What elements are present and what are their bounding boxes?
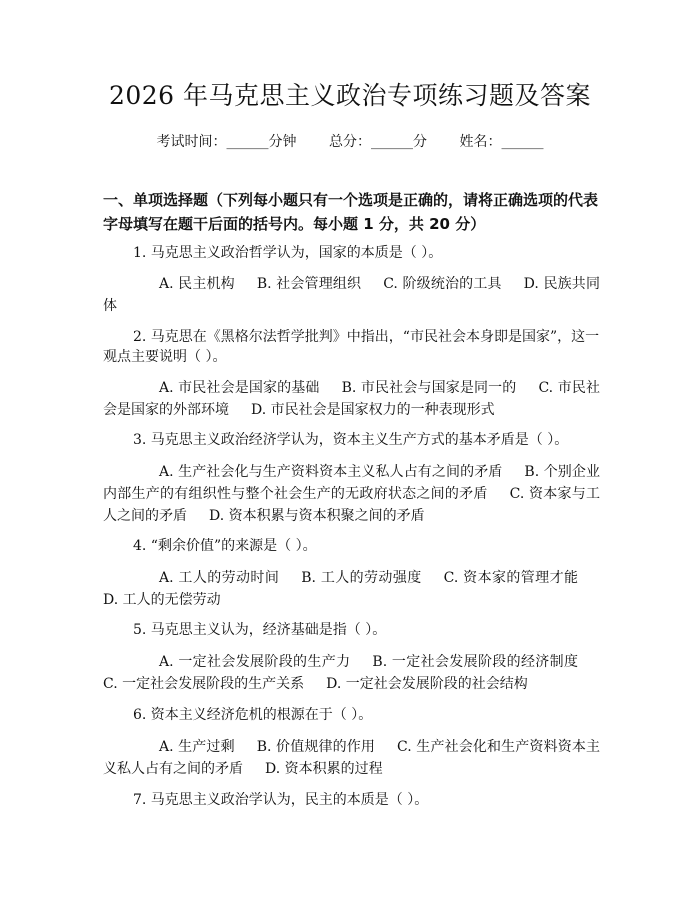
exam-time: 考试时间：______分钟 bbox=[156, 134, 297, 150]
option: C. 阶级统治的工具 bbox=[383, 276, 502, 292]
option: B. 价值规律的作用 bbox=[256, 739, 376, 755]
option: B. 市民社会与国家是同一的 bbox=[341, 380, 517, 396]
option: D. 资本积累与资本积聚之间的矛盾 bbox=[209, 508, 425, 524]
option: B. 社会管理组织 bbox=[256, 276, 362, 292]
option: D. 一定社会发展阶段的社会结构 bbox=[326, 676, 528, 692]
question-stem: 7. 马克思主义政治学认为，民主的本质是（ ）。 bbox=[133, 792, 429, 808]
option: A. 生产过剩 bbox=[159, 739, 235, 755]
option: B. 一定社会发展阶段的经济制度 bbox=[372, 654, 578, 670]
option: C. 资本家的管理才能 bbox=[443, 570, 578, 586]
question-options bbox=[103, 461, 600, 527]
question-stem: 4. “剩余价值”的来源是（ ）。 bbox=[133, 538, 317, 554]
question-options bbox=[103, 651, 600, 695]
option: A. 市民社会是国家的基础 bbox=[159, 380, 320, 396]
question-options bbox=[103, 377, 600, 421]
option: A. 民主机构 bbox=[159, 276, 235, 292]
option: D. 资本积累的过程 bbox=[265, 761, 383, 777]
option: A. 一定社会发展阶段的生产力 bbox=[159, 654, 351, 670]
option: D. 民族共同体 bbox=[103, 276, 600, 314]
question-options bbox=[103, 567, 600, 611]
total-score: 总分：______分 bbox=[329, 134, 427, 150]
question-options bbox=[103, 273, 600, 317]
option: C. 生产社会化和生产资料资本主义私人占有之间的矛盾 bbox=[103, 739, 600, 777]
question-stem: 5. 马克思主义认为，经济基础是指（ ）。 bbox=[133, 622, 387, 638]
option: C. 市民社会是国家的外部环境 bbox=[103, 380, 600, 418]
question-stem: 2. 马克思在《黑格尔法哲学批判》中指出，“市民社会本身即是国家”，这一观点主要说明（ ）。 bbox=[103, 329, 600, 365]
section-heading: 一、单项选择题（下列每小题只有一个选项是正确的，请将正确选项的代表字母填写在题干后面的括号内。每小题 1 分，共 20 分） bbox=[103, 191, 599, 233]
option: B. 工人的劳动强度 bbox=[301, 570, 422, 586]
option: A. 生产社会化与生产资料资本主义私人占有之间的矛盾 bbox=[159, 464, 503, 480]
option: C. 资本家与工人之间的矛盾 bbox=[103, 486, 600, 524]
option: C. 一定社会发展阶段的生产关系 bbox=[103, 676, 305, 692]
question-options bbox=[103, 736, 600, 780]
option: D. 市民社会是国家权力的一种表现形式 bbox=[251, 402, 495, 418]
option: A. 工人的劳动时间 bbox=[159, 570, 280, 586]
question-stem: 3. 马克思主义政治经济学认为，资本主义生产方式的基本矛盾是（ ）。 bbox=[133, 432, 569, 448]
student-name: 姓名：______ bbox=[459, 134, 544, 150]
page-title: 2026 年马克思主义政治专项练习题及答案 bbox=[108, 81, 592, 110]
option: D. 工人的无偿劳动 bbox=[103, 592, 221, 608]
question-stem: 1. 马克思主义政治哲学认为，国家的本质是（ ）。 bbox=[133, 245, 443, 261]
question-stem: 6. 资本主义经济危机的根源在于（ ）。 bbox=[133, 707, 373, 723]
exam-meta bbox=[0, 132, 700, 152]
option: B. 个别企业内部生产的有组织性与整个社会生产的无政府状态之间的矛盾 bbox=[103, 464, 600, 502]
